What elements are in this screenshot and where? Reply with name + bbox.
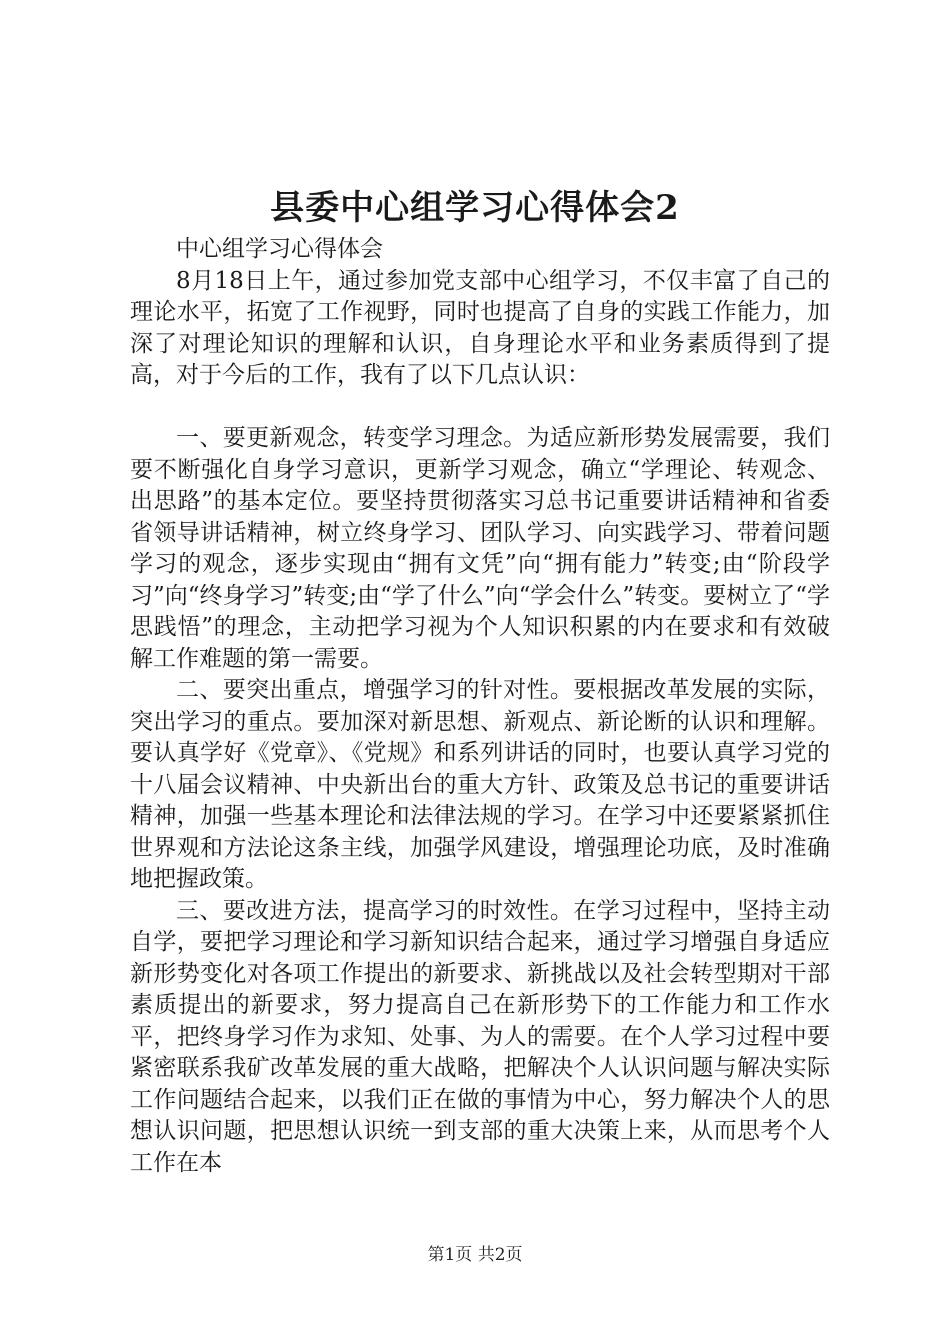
paragraph-intro: 8月18日上午，通过参加党支部中心组学习，不仅丰富了自己的理论水平，拓宽了工作视野，同时也提高了自身的实践工作能力，加深了对理论知识的理解和认识，自身理论水平和业务素质得到了提高，对于今后的工作，我有了以下几点认识： <box>130 267 830 388</box>
paragraph-gap <box>130 392 830 424</box>
document-title: 县委中心组学习心得体会2 <box>270 188 680 228</box>
paragraph-point-1: 一、要更新观念，转变学习理念。为适应新形势发展需要，我们要不断强化自身学习意识，更新学习观念，确立“学理论、转观念、出思路”的基本定位。要坚持贯彻落实习总书记重要讲话精神和省委省领导讲话精神，树立终身学习、团队学习、向实践学习、带着问题学习的观念，逐步实现由“拥有文凭”向“拥有能力”转变;由“阶段学习”向“终身学习”转变;由“学了什么”向“学会什么”转变。要树立了“学思践悟”的理念，主动把学习视为个人知识积累的内在要求和有效破解工作难题的第一需要。 <box>130 425 830 672</box>
page-number-footer: 第1页 共2页 <box>427 1245 523 1265</box>
paragraph-point-2: 二、要突出重点，增强学习的针对性。要根据改革发展的实际，突出学习的重点。要加深对新思想、新观点、新论断的认识和理解。要认真学好《党章》、《党规》和系列讲话的同时，也要认真学习党的十八届会议精神、中央新出台的重大方针、政策及总书记的重要讲话精神，加强一些基本理论和法律法规的学习。在学习中还要紧紧抓住世界观和方法论这条主线，加强学风建设，增强理论功底，及时准确地把握政策。 <box>130 677 830 892</box>
paragraph-point-3: 三、要改进方法，提高学习的时效性。在学习过程中，坚持主动自学，要把学习理论和学习新知识结合起来，通过学习增强自身适应新形势变化对各项工作提出的新要求、新挑战以及社会转型期对干部素质提出的新要求，努力提高自己在新形势下的工作能力和工作水平，把终身学习作为求知、处事、为人的需要。在个人学习过程中要紧密联系我矿改革发展的重大战略，把解决个人认识问题与解决实际工作问题结合起来，以我们正在做的事情为中心，努力解决个人的思想认识问题，把思想认识统一到支部的重大决策上来，从而思考个人工作在本 <box>130 897 830 1176</box>
document-subtitle: 中心组学习心得体会 <box>176 236 383 262</box>
document-body <box>130 234 830 1179</box>
